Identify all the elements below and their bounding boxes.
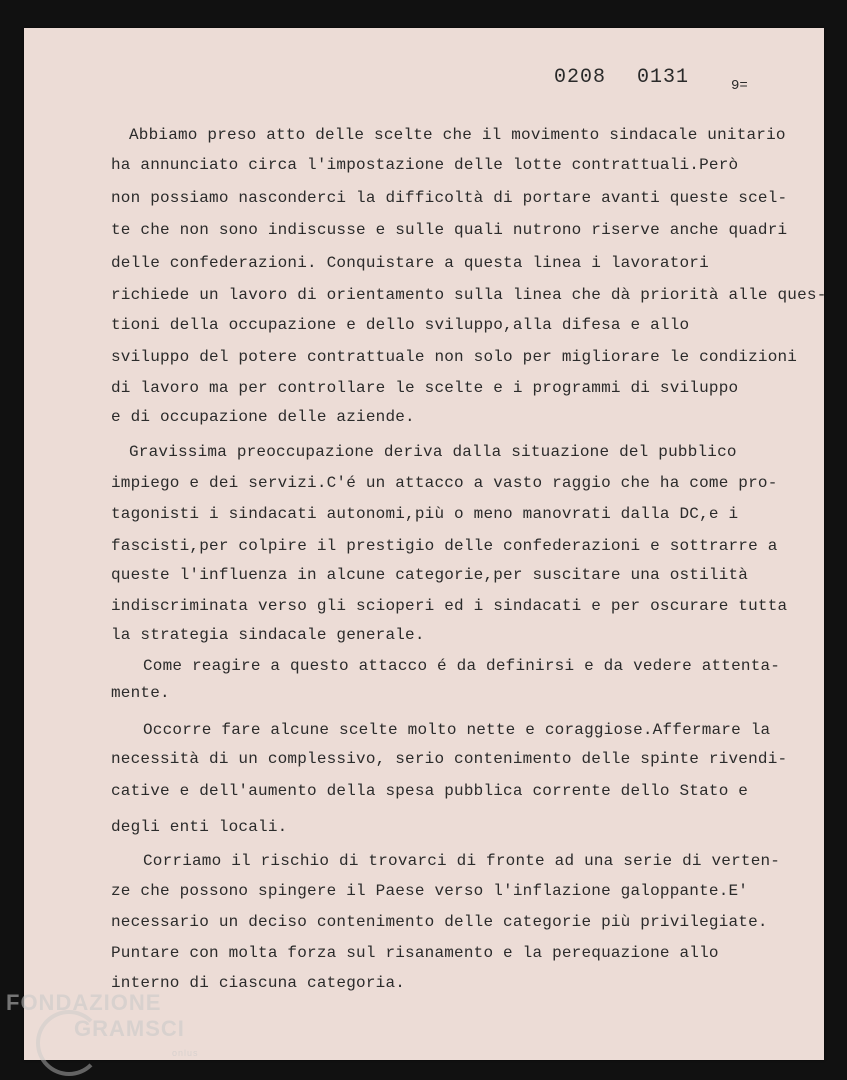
text-line: mente. [111,684,170,702]
text-line: impiego e dei servizi.C'é un attacco a vasto raggio che ha come pro- [111,474,778,492]
text-line: richiede un lavoro di orientamento sulla linea che dà priorità alle ques- [111,286,827,304]
text-line: tagonisti i sindacati autonomi,più o meno manovrati dalla DC,e i [111,505,739,523]
text-line: tioni della occupazione e dello sviluppo,alla difesa e allo [111,316,690,334]
text-line: sviluppo del potere contrattuale non solo per migliorare le condizioni [111,348,798,366]
text-line: Abbiamo preso atto delle scelte che il movimento sindacale unitario [129,126,786,144]
archive-ref-left: 0208 [554,66,607,89]
text-line: cative e dell'aumento della spesa pubblica corrente dello Stato e [111,782,749,800]
text-line: e di occupazione delle aziende. [111,408,415,426]
watermark-line-2: GRAMSCI [74,1016,185,1041]
text-line: ze che possono spingere il Paese verso l'inflazione galoppante.E' [111,882,749,900]
watermark-line-1: FONDAZIONE [6,990,162,1015]
watermark-line-3: onlus [172,1048,199,1058]
text-line: Puntare con molta forza sul risanamento e la perequazione allo [111,944,719,962]
text-line: necessità di un complessivo, serio contenimento delle spinte rivendi- [111,750,788,768]
text-line: degli enti locali. [111,818,288,836]
text-line: interno di ciascuna categoria. [111,974,406,992]
text-line: fascisti,per colpire il prestigio delle confederazioni e sottrarre a [111,537,778,555]
text-line: ha annunciato circa l'impostazione delle lotte contrattuali.Però [111,156,739,174]
text-line: Come reagire a questo attacco é da definirsi e da vedere attenta- [143,657,781,675]
text-line: di lavoro ma per controllare le scelte e i programmi di sviluppo [111,379,739,397]
page-number: 9= [731,78,748,94]
text-line: te che non sono indiscusse e sulle quali nutrono riserve anche quadri [111,221,788,239]
text-line: indiscriminata verso gli scioperi ed i sindacati e per oscurare tutta [111,597,788,615]
text-line: delle confederazioni. Conquistare a questa linea i lavoratori [111,254,709,272]
text-line: Gravissima preoccupazione deriva dalla situazione del pubblico [129,443,737,461]
text-line: necessario un deciso contenimento delle categorie più privilegiate. [111,913,768,931]
text-line: la strategia sindacale generale. [111,626,425,644]
text-line: Corriamo il rischio di trovarci di fronte ad una serie di verten- [143,852,781,870]
text-line: Occorre fare alcune scelte molto nette e coraggiose.Affermare la [143,721,771,739]
fondazione-gramsci-watermark [6,990,226,1080]
text-line: non possiamo nasconderci la difficoltà di portare avanti queste scel- [111,189,788,207]
archive-ref-right: 0131 [637,66,690,89]
text-line: queste l'influenza in alcune categorie,per suscitare una ostilità [111,566,749,584]
